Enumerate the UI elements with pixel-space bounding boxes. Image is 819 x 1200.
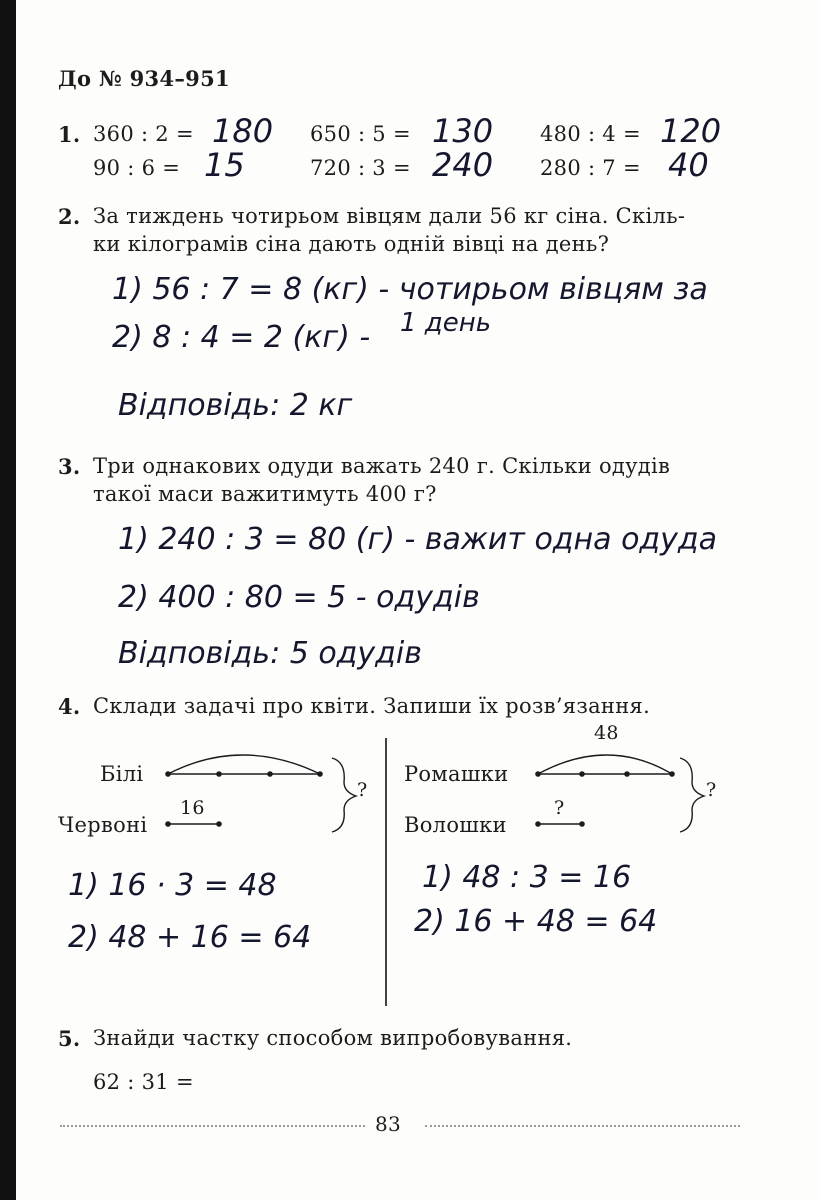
task5-text: Знайди частку способом випробовування.: [93, 1026, 573, 1050]
task1-answer-6: 40: [668, 146, 709, 184]
segment-point: [579, 821, 585, 827]
task1-answer-4: 15: [204, 146, 245, 184]
task1-expr-6: 280 : 7 =: [540, 156, 641, 180]
segment-point: [669, 771, 675, 777]
segment-point: [579, 771, 585, 777]
segment-point: [267, 771, 273, 777]
task3-number: 3.: [58, 454, 81, 479]
segment-point: [165, 771, 171, 777]
task5-number: 5.: [58, 1026, 81, 1051]
segment-point: [165, 821, 171, 827]
task2-answer: Відповідь: 2 кг: [118, 388, 353, 423]
label-daisies: Ромашки: [404, 762, 509, 786]
page-number: 83: [375, 1112, 402, 1136]
daisies-arc: [538, 755, 672, 774]
task2-number: 2.: [58, 204, 81, 229]
book-spine-shadow: [0, 0, 16, 1200]
daisies-value: 48: [594, 722, 619, 744]
cornflowers-value: ?: [554, 797, 565, 819]
segment-point: [216, 821, 222, 827]
footer-ornament-left: [60, 1125, 365, 1127]
task1-answer-2: 130: [432, 112, 494, 150]
segment-point: [216, 771, 222, 777]
footer-ornament-right: [425, 1125, 740, 1127]
task3-answer: Відповідь: 5 одудів: [118, 636, 422, 671]
task2-solution-step1: 1) 56 : 7 = 8 (кг) - чотирьом вівцям за: [112, 272, 708, 307]
section-header: До № 934–951: [58, 66, 230, 91]
column-divider: [385, 738, 387, 1006]
task3-solution-step1: 1) 240 : 3 = 80 (г) - важит одна одуда: [118, 522, 718, 557]
daisies-cornflowers-segment-diagram: [530, 736, 730, 836]
task1-expr-3: 480 : 4 =: [540, 122, 641, 146]
right-total-question: ?: [706, 779, 717, 801]
task4-left-step2: 2) 48 + 16 = 64: [68, 920, 312, 955]
segment-point: [624, 771, 630, 777]
task1-expr-1: 360 : 2 =: [93, 122, 194, 146]
task3-text-line1: Три однакових одуди важать 240 г. Скільки одудів: [93, 454, 671, 478]
task1-expr-5: 720 : 3 =: [310, 156, 411, 180]
task4-text: Склади задачі про квіти. Запиши їх розв’язання.: [93, 694, 651, 718]
task4-right-step2: 2) 16 + 48 = 64: [414, 904, 658, 939]
task1-expr-4: 90 : 6 =: [93, 156, 181, 180]
red-flowers-value: 16: [180, 797, 205, 819]
task4-left-step1: 1) 16 · 3 = 48: [68, 868, 277, 903]
task1-answer-3: 120: [660, 112, 722, 150]
total-brace: [680, 758, 704, 832]
label-cornflowers: Волошки: [404, 813, 507, 837]
label-white-flowers: Білі: [100, 762, 144, 786]
task3-solution-step2: 2) 400 : 80 = 5 - одудів: [118, 580, 480, 615]
task1-expr-2: 650 : 5 =: [310, 122, 411, 146]
task4-number: 4.: [58, 694, 81, 719]
task4-right-step1: 1) 48 : 3 = 16: [422, 860, 632, 895]
task3-text-line2: такої маси важитимуть 400 г?: [93, 482, 437, 506]
label-red-flowers: Червоні: [58, 813, 148, 837]
segment-point: [535, 821, 541, 827]
white-red-segment-diagram: [160, 736, 380, 836]
task1-answer-5: 240: [432, 146, 494, 184]
task2-text-line2: ки кілограмів сіна дають одній вівці на день?: [93, 232, 610, 256]
task2-text-line1: За тиждень чотирьом вівцям дали 56 кг сіна. Скіль-: [93, 204, 686, 228]
task2-solution-step2: 2) 8 : 4 = 2 (кг) -: [112, 320, 371, 355]
task1-number: 1.: [58, 122, 81, 147]
task5-expression: 62 : 31 =: [93, 1070, 194, 1094]
task1-answer-1: 180: [212, 112, 274, 150]
total-brace: [332, 758, 356, 832]
task2-solution-step1-cont: 1 день: [400, 308, 492, 338]
segment-point: [535, 771, 541, 777]
white-flowers-arc: [168, 755, 320, 774]
left-total-question: ?: [357, 779, 368, 801]
segment-point: [317, 771, 323, 777]
